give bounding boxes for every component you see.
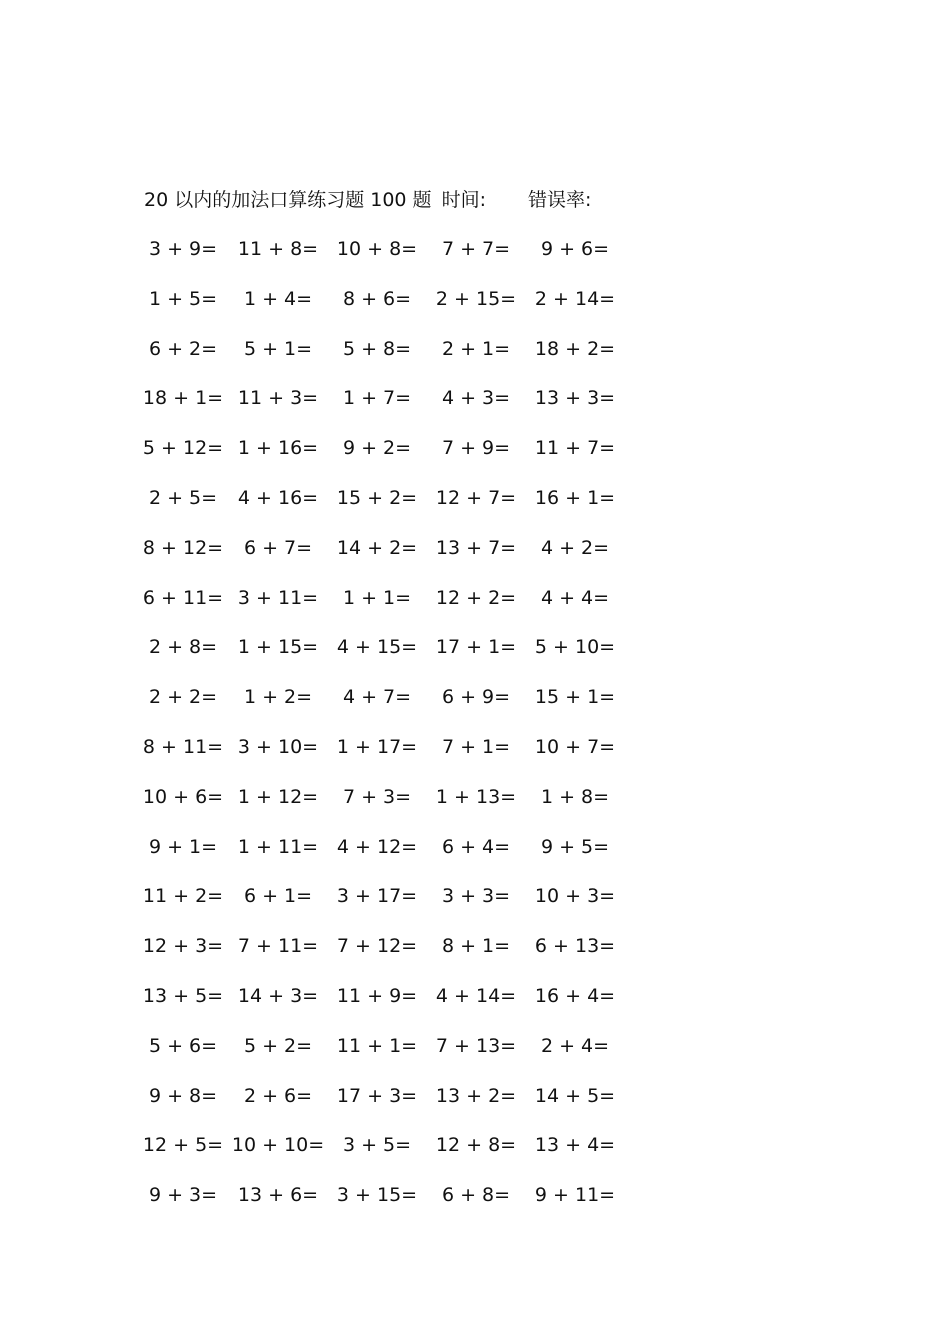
problem-item: 12 + 7= [435, 487, 517, 509]
problem-item: 2 + 15= [435, 287, 517, 310]
problem-item: 4 + 14= [435, 985, 517, 1007]
problem-item: 9 + 1= [148, 835, 218, 858]
problem-item: 6 + 8= [441, 1184, 511, 1207]
problem-item: 1 + 7= [342, 387, 412, 410]
problem-item: 4 + 16= [237, 487, 319, 509]
problem-item: 13 + 7= [435, 536, 517, 559]
problem-item: 8 + 6= [342, 287, 412, 310]
problem-item: 1 + 2= [243, 686, 313, 709]
problem-item: 4 + 12= [336, 835, 418, 858]
problem-item: 11 + 2= [142, 885, 224, 908]
problem-item: 2 + 14= [534, 287, 616, 310]
problem-item: 11 + 3= [237, 387, 319, 410]
problem-item: 6 + 9= [441, 686, 511, 709]
problem-item: 8 + 12= [142, 536, 224, 559]
problem-item: 13 + 6= [237, 1184, 319, 1207]
problem-item: 1 + 4= [243, 287, 313, 310]
problem-item: 1 + 15= [237, 636, 319, 659]
problem-item: 5 + 2= [243, 1034, 313, 1057]
problem-item: 1 + 11= [237, 835, 319, 858]
problem-item: 7 + 3= [342, 785, 412, 808]
problem-item: 3 + 11= [237, 586, 319, 609]
problem-item: 2 + 8= [148, 636, 218, 659]
problem-item: 6 + 7= [243, 536, 313, 559]
problem-item: 13 + 3= [534, 387, 616, 410]
problem-item: 15 + 2= [336, 487, 418, 509]
problem-item: 10 + 3= [534, 885, 616, 908]
problem-item: 2 + 5= [148, 487, 218, 509]
problem-item: 9 + 3= [148, 1184, 218, 1207]
problem-item: 1 + 5= [148, 287, 218, 310]
problem-item: 9 + 5= [540, 835, 610, 858]
problem-item: 4 + 2= [540, 536, 610, 559]
problem-item: 7 + 13= [435, 1034, 517, 1057]
problem-item: 7 + 12= [336, 935, 418, 958]
problem-item: 10 + 6= [142, 785, 224, 808]
problem-item: 10 + 8= [336, 238, 418, 260]
problem-item: 14 + 5= [534, 1084, 616, 1107]
problem-item: 1 + 1= [342, 586, 412, 609]
problem-item: 12 + 8= [435, 1134, 517, 1157]
problem-item: 12 + 3= [142, 935, 224, 958]
problem-item: 2 + 1= [441, 337, 511, 360]
problem-item: 11 + 1= [336, 1034, 418, 1057]
problem-item: 3 + 17= [336, 885, 418, 908]
problem-item: 10 + 7= [534, 736, 616, 758]
problem-item: 15 + 1= [534, 686, 616, 709]
problem-item: 2 + 4= [540, 1034, 610, 1057]
problem-item: 1 + 16= [237, 437, 319, 460]
problem-item: 6 + 1= [243, 885, 313, 908]
problem-item: 18 + 2= [534, 337, 616, 360]
problem-item: 11 + 8= [237, 238, 319, 260]
problem-item: 7 + 7= [441, 238, 511, 260]
problem-item: 3 + 5= [342, 1134, 412, 1157]
title-text: 20 以内的加法口算练习题 100 题 [144, 189, 432, 211]
problem-item: 2 + 2= [148, 686, 218, 709]
problem-item: 1 + 12= [237, 785, 319, 808]
error-rate-label: 错误率: [527, 189, 592, 211]
problem-item: 4 + 15= [336, 636, 418, 659]
problem-item: 3 + 3= [441, 885, 511, 908]
problem-item: 11 + 7= [534, 437, 616, 460]
problem-item: 17 + 3= [336, 1084, 418, 1107]
problem-item: 8 + 1= [441, 935, 511, 958]
problem-item: 6 + 2= [148, 337, 218, 360]
problem-item: 18 + 1= [142, 387, 224, 410]
problem-item: 12 + 2= [435, 586, 517, 609]
problem-item: 5 + 10= [534, 636, 616, 659]
problem-item: 17 + 1= [435, 636, 517, 659]
problem-item: 9 + 8= [148, 1084, 218, 1107]
problem-item: 13 + 4= [534, 1134, 616, 1157]
problem-item: 3 + 10= [237, 736, 319, 758]
problem-item: 4 + 4= [540, 586, 610, 609]
problem-item: 13 + 2= [435, 1084, 517, 1107]
problem-item: 9 + 2= [342, 437, 412, 460]
problem-item: 16 + 1= [534, 487, 616, 509]
problem-item: 6 + 4= [441, 835, 511, 858]
problem-item: 14 + 2= [336, 536, 418, 559]
worksheet-title [144, 186, 591, 214]
problem-item: 7 + 9= [441, 437, 511, 460]
problem-item: 6 + 11= [142, 586, 224, 609]
problem-item: 9 + 6= [540, 238, 610, 260]
problem-item: 9 + 11= [534, 1184, 616, 1207]
problem-item: 5 + 8= [342, 337, 412, 360]
problem-item: 5 + 6= [148, 1034, 218, 1057]
problem-item: 1 + 8= [540, 785, 610, 808]
problem-item: 10 + 10= [231, 1134, 325, 1157]
problem-item: 11 + 9= [336, 985, 418, 1007]
problem-item: 6 + 13= [534, 935, 616, 958]
problem-item: 3 + 15= [336, 1184, 418, 1207]
problem-item: 7 + 1= [441, 736, 511, 758]
problem-item: 7 + 11= [237, 935, 319, 958]
problem-item: 8 + 11= [142, 736, 224, 758]
problem-item: 1 + 17= [336, 736, 418, 758]
problem-item: 1 + 13= [435, 785, 517, 808]
problem-item: 13 + 5= [142, 985, 224, 1007]
problem-item: 2 + 6= [243, 1084, 313, 1107]
problem-item: 16 + 4= [534, 985, 616, 1007]
problem-item: 5 + 1= [243, 337, 313, 360]
problem-item: 14 + 3= [237, 985, 319, 1007]
problem-item: 12 + 5= [142, 1134, 224, 1157]
time-label: 时间: [441, 189, 486, 211]
problem-item: 5 + 12= [142, 437, 224, 460]
problem-item: 4 + 7= [342, 686, 412, 709]
problem-item: 3 + 9= [148, 238, 218, 260]
problem-item: 4 + 3= [441, 387, 511, 410]
